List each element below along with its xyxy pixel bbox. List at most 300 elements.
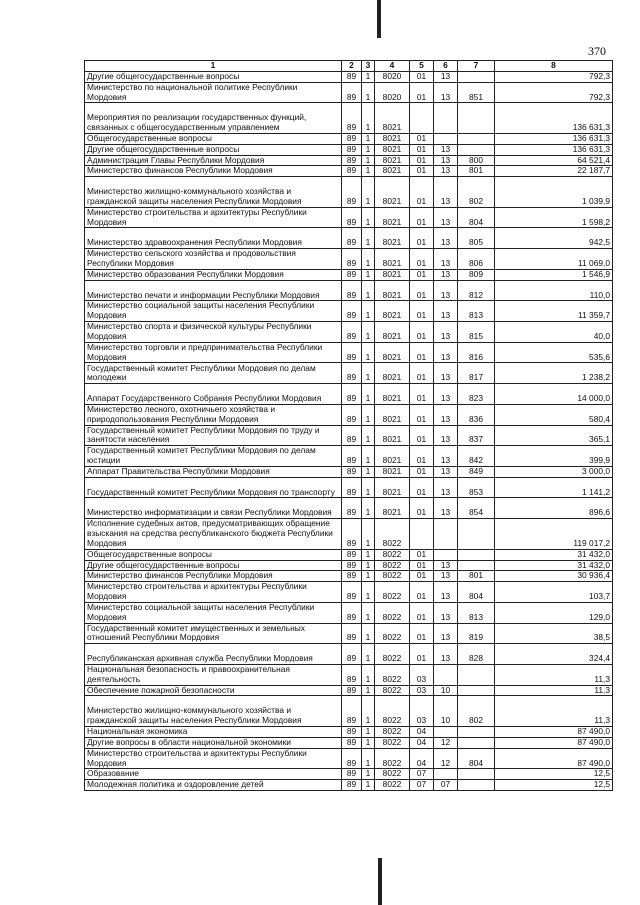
row-amount-cell: 136 631,3: [495, 133, 613, 144]
row-code-cell: 1: [362, 769, 375, 780]
table-row: [85, 498, 613, 519]
row-code-cell: 01: [410, 582, 434, 603]
row-code-cell: [458, 769, 495, 780]
row-name-cell: Министерство информатизации и связи Республики Мордовия: [85, 498, 342, 519]
row-code-cell: 89: [342, 207, 362, 228]
row-code-cell: 1: [362, 780, 375, 791]
row-name-cell: Другие общегосударственные вопросы: [85, 144, 342, 155]
row-code-cell: 804: [458, 582, 495, 603]
row-code-cell: [458, 737, 495, 748]
column-header: 4: [375, 61, 410, 72]
row-code-cell: 1: [362, 363, 375, 384]
table-row: [85, 571, 613, 582]
table-row: [85, 685, 613, 696]
table-row: [85, 404, 613, 425]
row-code-cell: 1: [362, 228, 375, 249]
row-code-cell: 813: [458, 301, 495, 322]
row-code-cell: 89: [342, 249, 362, 270]
row-code-cell: 1: [362, 571, 375, 582]
row-amount-cell: 11,3: [495, 664, 613, 685]
row-code-cell: 89: [342, 644, 362, 665]
budget-table: [84, 60, 613, 791]
row-code-cell: 13: [434, 384, 458, 405]
row-code-cell: 10: [434, 696, 458, 727]
row-amount-cell: 110,0: [495, 280, 613, 301]
row-code-cell: 89: [342, 177, 362, 208]
row-name-cell: Министерство печати и информации Республики Мордовия: [85, 280, 342, 301]
row-code-cell: 01: [410, 322, 434, 343]
row-code-cell: 8022: [375, 623, 410, 644]
row-code-cell: 8021: [375, 249, 410, 270]
row-code-cell: 853: [458, 477, 495, 498]
row-code-cell: 8022: [375, 549, 410, 560]
table-row: [85, 748, 613, 769]
row-code-cell: 1: [362, 602, 375, 623]
row-amount-cell: 119 017,2: [495, 519, 613, 550]
row-code-cell: 842: [458, 446, 495, 467]
row-code-cell: 1: [362, 748, 375, 769]
row-amount-cell: 22 187,7: [495, 166, 613, 177]
row-code-cell: 1: [362, 623, 375, 644]
row-name-cell: Государственный комитет Республики Мордовия по труду и занятости населения: [85, 425, 342, 446]
row-code-cell: 01: [410, 363, 434, 384]
row-code-cell: 13: [434, 322, 458, 343]
row-code-cell: [458, 71, 495, 82]
row-code-cell: 03: [410, 696, 434, 727]
row-code-cell: 13: [434, 207, 458, 228]
row-code-cell: 89: [342, 269, 362, 280]
row-code-cell: 01: [410, 477, 434, 498]
row-amount-cell: 31 432,0: [495, 549, 613, 560]
row-name-cell: Министерство строительства и архитектуры Республики Мордовия: [85, 748, 342, 769]
row-name-cell: Министерство социальной защиты населения Республики Мордовия: [85, 602, 342, 623]
row-code-cell: 89: [342, 384, 362, 405]
row-amount-cell: 896,6: [495, 498, 613, 519]
row-name-cell: Министерство здравоохранения Республики Мордовия: [85, 228, 342, 249]
row-code-cell: 01: [410, 644, 434, 665]
row-code-cell: 8021: [375, 144, 410, 155]
row-code-cell: 89: [342, 623, 362, 644]
row-code-cell: 01: [410, 144, 434, 155]
row-code-cell: 07: [410, 780, 434, 791]
row-code-cell: 802: [458, 696, 495, 727]
table-row: [85, 769, 613, 780]
row-code-cell: 13: [434, 228, 458, 249]
row-code-cell: 1: [362, 737, 375, 748]
row-amount-cell: 38,5: [495, 623, 613, 644]
row-code-cell: 1: [362, 177, 375, 208]
row-amount-cell: 87 490,0: [495, 737, 613, 748]
row-amount-cell: 365,1: [495, 425, 613, 446]
row-code-cell: 01: [410, 166, 434, 177]
row-code-cell: 1: [362, 269, 375, 280]
row-code-cell: 13: [434, 249, 458, 270]
column-header: 7: [458, 61, 495, 72]
row-amount-cell: 1 039,9: [495, 177, 613, 208]
row-code-cell: 8022: [375, 571, 410, 582]
table-row: [85, 727, 613, 738]
row-code-cell: 1: [362, 425, 375, 446]
row-code-cell: 8022: [375, 602, 410, 623]
row-code-cell: 12: [434, 748, 458, 769]
row-code-cell: 802: [458, 177, 495, 208]
row-code-cell: 819: [458, 623, 495, 644]
row-code-cell: 816: [458, 342, 495, 363]
table-row: [85, 103, 613, 134]
row-name-cell: Министерство финансов Республики Мордовия: [85, 166, 342, 177]
row-name-cell: Государственный комитет Республики Мордовия по делам молодежи: [85, 363, 342, 384]
row-code-cell: [410, 103, 434, 134]
row-code-cell: 89: [342, 769, 362, 780]
row-code-cell: 801: [458, 166, 495, 177]
row-code-cell: 8022: [375, 644, 410, 665]
row-code-cell: [458, 780, 495, 791]
row-code-cell: 01: [410, 155, 434, 166]
row-code-cell: 89: [342, 280, 362, 301]
row-code-cell: 806: [458, 249, 495, 270]
row-code-cell: 01: [410, 404, 434, 425]
row-code-cell: [458, 133, 495, 144]
row-code-cell: 01: [410, 446, 434, 467]
row-amount-cell: 11,3: [495, 696, 613, 727]
row-code-cell: 8022: [375, 748, 410, 769]
table-row: [85, 155, 613, 166]
row-amount-cell: 103,7: [495, 582, 613, 603]
row-name-cell: Государственный комитет имущественных и земельных отношений Республики Мордовия: [85, 623, 342, 644]
scan-binding-mark-top: [377, 0, 381, 38]
row-code-cell: 1: [362, 207, 375, 228]
row-code-cell: 8022: [375, 560, 410, 571]
row-code-cell: 89: [342, 571, 362, 582]
row-code-cell: 1: [362, 696, 375, 727]
row-code-cell: 01: [410, 249, 434, 270]
table-row: [85, 780, 613, 791]
row-code-cell: 89: [342, 685, 362, 696]
row-name-cell: Администрация Главы Республики Мордовия: [85, 155, 342, 166]
row-code-cell: 03: [410, 664, 434, 685]
table-row: [85, 342, 613, 363]
row-code-cell: 89: [342, 780, 362, 791]
row-code-cell: 1: [362, 664, 375, 685]
row-code-cell: [458, 560, 495, 571]
scan-binding-mark-bottom: [378, 858, 382, 905]
row-amount-cell: 399,9: [495, 446, 613, 467]
row-code-cell: 1: [362, 71, 375, 82]
row-code-cell: 1: [362, 582, 375, 603]
row-code-cell: 89: [342, 103, 362, 134]
table-row: [85, 644, 613, 665]
row-code-cell: 01: [410, 466, 434, 477]
row-code-cell: 8021: [375, 155, 410, 166]
row-code-cell: 8021: [375, 425, 410, 446]
row-code-cell: 01: [410, 280, 434, 301]
row-code-cell: 1: [362, 477, 375, 498]
row-code-cell: 89: [342, 549, 362, 560]
row-code-cell: 8022: [375, 769, 410, 780]
row-code-cell: 1: [362, 560, 375, 571]
row-code-cell: 836: [458, 404, 495, 425]
row-code-cell: 89: [342, 155, 362, 166]
row-code-cell: 8022: [375, 780, 410, 791]
row-code-cell: [434, 769, 458, 780]
row-code-cell: 89: [342, 166, 362, 177]
row-code-cell: 1: [362, 644, 375, 665]
row-code-cell: 8021: [375, 301, 410, 322]
table-row: [85, 623, 613, 644]
row-code-cell: 13: [434, 623, 458, 644]
table-row: [85, 228, 613, 249]
row-amount-cell: 40,0: [495, 322, 613, 343]
row-code-cell: 1: [362, 133, 375, 144]
row-code-cell: 13: [434, 560, 458, 571]
row-code-cell: 805: [458, 228, 495, 249]
row-amount-cell: 3 000,0: [495, 466, 613, 477]
row-code-cell: 89: [342, 228, 362, 249]
row-amount-cell: 31 432,0: [495, 560, 613, 571]
table-row: [85, 269, 613, 280]
column-header: 2: [342, 61, 362, 72]
row-code-cell: 8022: [375, 519, 410, 550]
row-code-cell: [434, 664, 458, 685]
row-code-cell: 89: [342, 363, 362, 384]
row-code-cell: 13: [434, 71, 458, 82]
row-code-cell: 89: [342, 82, 362, 103]
row-code-cell: 89: [342, 582, 362, 603]
row-code-cell: 8021: [375, 466, 410, 477]
row-amount-cell: 580,4: [495, 404, 613, 425]
row-amount-cell: 11,3: [495, 685, 613, 696]
table-row: [85, 363, 613, 384]
row-code-cell: [434, 133, 458, 144]
row-name-cell: Министерство строительства и архитектуры Республики Мордовия: [85, 207, 342, 228]
row-code-cell: 1: [362, 166, 375, 177]
row-code-cell: 8021: [375, 477, 410, 498]
row-name-cell: Аппарат Государственного Собрания Республики Мордовия: [85, 384, 342, 405]
row-code-cell: [458, 685, 495, 696]
row-code-cell: 809: [458, 269, 495, 280]
row-name-cell: Министерство строительства и архитектуры Республики Мордовия: [85, 582, 342, 603]
row-code-cell: 01: [410, 571, 434, 582]
row-code-cell: 1: [362, 103, 375, 134]
row-code-cell: 1: [362, 466, 375, 477]
row-code-cell: [458, 103, 495, 134]
row-name-cell: Министерство социальной защиты населения Республики Мордовия: [85, 301, 342, 322]
row-name-cell: Республиканская архивная служба Республики Мордовия: [85, 644, 342, 665]
row-code-cell: 12: [434, 737, 458, 748]
row-code-cell: 89: [342, 560, 362, 571]
row-code-cell: 89: [342, 664, 362, 685]
table-row: [85, 384, 613, 405]
row-code-cell: [434, 519, 458, 550]
row-code-cell: 13: [434, 363, 458, 384]
column-header: 8: [495, 61, 613, 72]
row-code-cell: 8020: [375, 71, 410, 82]
row-code-cell: 01: [410, 301, 434, 322]
row-code-cell: 8021: [375, 363, 410, 384]
row-code-cell: 89: [342, 144, 362, 155]
row-name-cell: Общегосударственные вопросы: [85, 133, 342, 144]
row-code-cell: 1: [362, 342, 375, 363]
row-name-cell: Другие вопросы в области национальной экономики: [85, 737, 342, 748]
row-code-cell: 8021: [375, 384, 410, 405]
row-code-cell: 804: [458, 748, 495, 769]
row-code-cell: 07: [410, 769, 434, 780]
row-code-cell: 1: [362, 384, 375, 405]
row-code-cell: 828: [458, 644, 495, 665]
row-code-cell: 13: [434, 466, 458, 477]
row-code-cell: 01: [410, 560, 434, 571]
row-code-cell: 01: [410, 342, 434, 363]
row-name-cell: Национальная безопасность и правоохранительная деятельность: [85, 664, 342, 685]
row-code-cell: 13: [434, 82, 458, 103]
row-code-cell: 01: [410, 425, 434, 446]
row-code-cell: 1: [362, 498, 375, 519]
row-code-cell: 89: [342, 425, 362, 446]
row-code-cell: 851: [458, 82, 495, 103]
row-code-cell: 01: [410, 228, 434, 249]
row-code-cell: 89: [342, 404, 362, 425]
row-code-cell: 89: [342, 342, 362, 363]
row-code-cell: 01: [410, 177, 434, 208]
row-code-cell: 13: [434, 404, 458, 425]
row-code-cell: 1: [362, 82, 375, 103]
row-name-cell: Министерство образования Республики Мордовия: [85, 269, 342, 280]
table-row: [85, 477, 613, 498]
table-row: [85, 133, 613, 144]
row-amount-cell: 129,0: [495, 602, 613, 623]
row-name-cell: Исполнение судебных актов, предусматривающих обращение взыскания на средства республиканского бюджета Республики Мордовия: [85, 519, 342, 550]
row-amount-cell: 535,6: [495, 342, 613, 363]
row-code-cell: 800: [458, 155, 495, 166]
row-code-cell: 8021: [375, 322, 410, 343]
row-code-cell: 1: [362, 322, 375, 343]
row-code-cell: 01: [410, 623, 434, 644]
row-amount-cell: 87 490,0: [495, 727, 613, 738]
row-code-cell: 8022: [375, 664, 410, 685]
row-code-cell: 8021: [375, 166, 410, 177]
row-name-cell: Министерство жилищно-коммунального хозяйства и гражданской защиты населения Республики Мордовия: [85, 177, 342, 208]
row-amount-cell: 792,3: [495, 71, 613, 82]
row-code-cell: 89: [342, 301, 362, 322]
table-row: [85, 560, 613, 571]
row-name-cell: Министерство торговли и предпринимательства Республики Мордовия: [85, 342, 342, 363]
row-amount-cell: 87 490,0: [495, 748, 613, 769]
row-code-cell: 1: [362, 727, 375, 738]
row-code-cell: 1: [362, 280, 375, 301]
row-code-cell: 837: [458, 425, 495, 446]
table-row: [85, 664, 613, 685]
row-code-cell: 1: [362, 446, 375, 467]
row-name-cell: Министерство сельского хозяйства и продовольствия Республики Мордовия: [85, 249, 342, 270]
row-code-cell: 13: [434, 644, 458, 665]
row-code-cell: 13: [434, 498, 458, 519]
table-row: [85, 71, 613, 82]
row-code-cell: 01: [410, 133, 434, 144]
row-name-cell: Аппарат Правительства Республики Мордовия: [85, 466, 342, 477]
row-code-cell: 813: [458, 602, 495, 623]
row-code-cell: 8022: [375, 582, 410, 603]
row-amount-cell: 1 598,2: [495, 207, 613, 228]
table-row: [85, 696, 613, 727]
row-code-cell: 07: [434, 780, 458, 791]
row-code-cell: [458, 519, 495, 550]
row-code-cell: 849: [458, 466, 495, 477]
row-amount-cell: 14 000,0: [495, 384, 613, 405]
row-code-cell: 804: [458, 207, 495, 228]
row-code-cell: 8021: [375, 228, 410, 249]
row-code-cell: 8021: [375, 280, 410, 301]
row-code-cell: [434, 727, 458, 738]
row-code-cell: 817: [458, 363, 495, 384]
row-code-cell: 03: [410, 685, 434, 696]
row-name-cell: Образование: [85, 769, 342, 780]
row-code-cell: 13: [434, 144, 458, 155]
row-code-cell: 89: [342, 446, 362, 467]
row-code-cell: 815: [458, 322, 495, 343]
row-code-cell: 13: [434, 571, 458, 582]
row-code-cell: 04: [410, 748, 434, 769]
row-code-cell: 89: [342, 602, 362, 623]
column-header: 1: [85, 61, 342, 72]
row-name-cell: Национальная экономика: [85, 727, 342, 738]
table-row: [85, 301, 613, 322]
row-code-cell: 13: [434, 425, 458, 446]
table-row: [85, 144, 613, 155]
row-code-cell: 8022: [375, 685, 410, 696]
row-code-cell: 89: [342, 477, 362, 498]
row-code-cell: 8021: [375, 498, 410, 519]
row-amount-cell: 792,3: [495, 82, 613, 103]
table-row: [85, 549, 613, 560]
row-code-cell: 89: [342, 466, 362, 477]
row-code-cell: 8021: [375, 133, 410, 144]
row-code-cell: [458, 664, 495, 685]
row-code-cell: 8022: [375, 737, 410, 748]
row-amount-cell: 11 359,7: [495, 301, 613, 322]
row-code-cell: 89: [342, 737, 362, 748]
row-code-cell: 1: [362, 249, 375, 270]
row-code-cell: 89: [342, 727, 362, 738]
row-code-cell: 13: [434, 446, 458, 467]
row-amount-cell: 12,5: [495, 780, 613, 791]
row-code-cell: 1: [362, 519, 375, 550]
table-row: [85, 737, 613, 748]
row-code-cell: 04: [410, 737, 434, 748]
row-code-cell: 1: [362, 301, 375, 322]
column-header: 6: [434, 61, 458, 72]
table-row: [85, 582, 613, 603]
row-code-cell: 89: [342, 498, 362, 519]
row-name-cell: Государственный комитет Республики Мордовия по транспорту: [85, 477, 342, 498]
row-name-cell: Другие общегосударственные вопросы: [85, 71, 342, 82]
row-code-cell: 8021: [375, 207, 410, 228]
row-code-cell: [410, 519, 434, 550]
row-amount-cell: 942,5: [495, 228, 613, 249]
row-code-cell: 89: [342, 133, 362, 144]
table-row: [85, 322, 613, 343]
row-name-cell: Министерство по национальной политике Республики Мордовия: [85, 82, 342, 103]
row-code-cell: 1: [362, 155, 375, 166]
row-code-cell: 823: [458, 384, 495, 405]
table-row: [85, 519, 613, 550]
table-row: [85, 602, 613, 623]
column-header: 5: [410, 61, 434, 72]
row-code-cell: 13: [434, 269, 458, 280]
row-amount-cell: 136 631,3: [495, 144, 613, 155]
row-code-cell: 01: [410, 498, 434, 519]
row-code-cell: 89: [342, 696, 362, 727]
row-code-cell: 854: [458, 498, 495, 519]
